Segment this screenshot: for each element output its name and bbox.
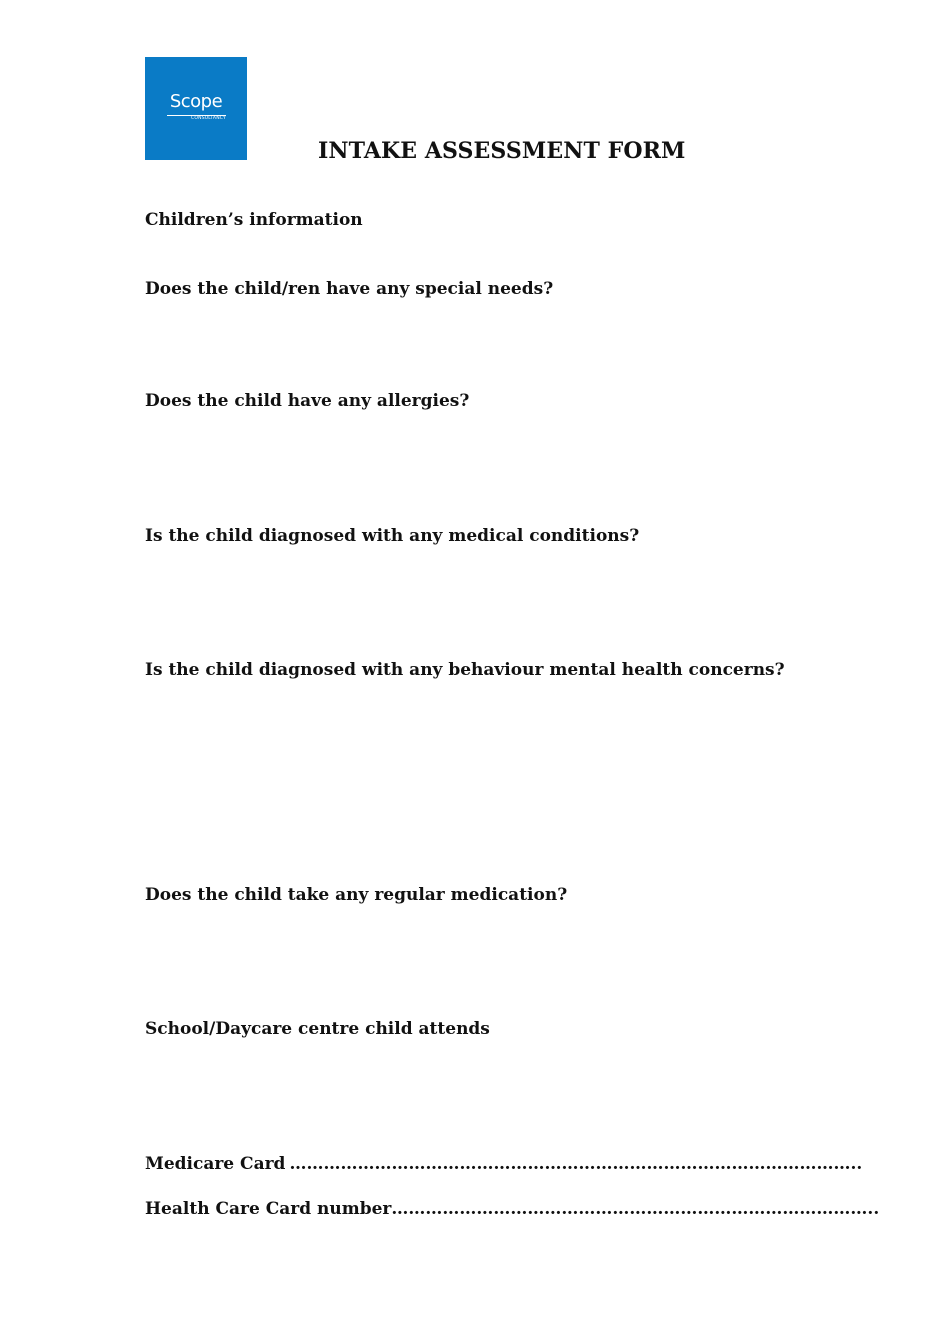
health-care-card-label: Health Care Card number bbox=[145, 1199, 392, 1219]
medicare-card-field[interactable] bbox=[145, 1154, 863, 1174]
section-children-information: Children’s information bbox=[145, 210, 363, 230]
logo-wordmark: Scope bbox=[169, 91, 223, 112]
medicare-card-dotted-line[interactable]: ……………………………………………………………………………………….. bbox=[289, 1154, 863, 1174]
health-care-card-field[interactable] bbox=[145, 1199, 880, 1219]
page-title: INTAKE ASSESSMENT FORM bbox=[318, 138, 686, 164]
question-allergies: Does the child have any allergies? bbox=[145, 391, 470, 411]
question-mental-health: Is the child diagnosed with any behaviour mental health concerns? bbox=[145, 660, 785, 680]
question-special-needs: Does the child/ren have any special needs? bbox=[145, 279, 554, 299]
logo-subtitle: CONSULTANCY bbox=[167, 115, 226, 122]
question-regular-medication: Does the child take any regular medication? bbox=[145, 885, 568, 905]
medicare-card-label: Medicare Card bbox=[145, 1154, 286, 1174]
health-care-card-dotted-line[interactable]: ………………………………………………………………………….. bbox=[391, 1199, 880, 1219]
question-school-daycare: School/Daycare centre child attends bbox=[145, 1019, 490, 1039]
scope-logo bbox=[145, 57, 247, 160]
question-medical-conditions: Is the child diagnosed with any medical conditions? bbox=[145, 526, 640, 546]
